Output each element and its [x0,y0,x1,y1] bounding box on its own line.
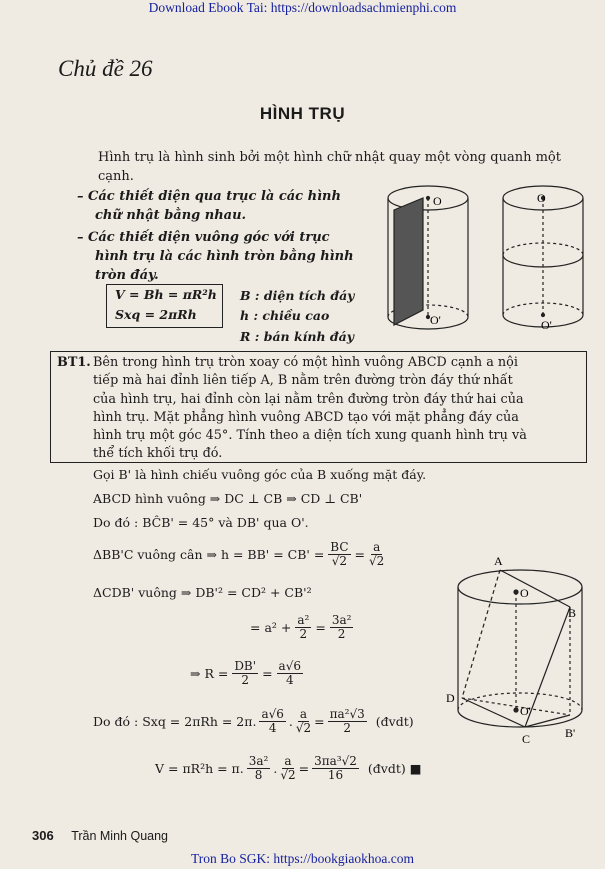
s8-frac-1: $\frac{a√6}{4}$ [261,707,284,735]
solution-line-5: ΔCDB' vuông ⇒ DB'² = CD² + CB'² [93,585,312,600]
bullet-2 [77,228,354,285]
page-footer [32,828,168,843]
intro-line-1: Hình trụ là hình sinh bởi một hình chữ nhật quay một vòng quanh một [98,150,561,165]
bullet-1-line-2: chữ nhật bằng nhau. [95,208,247,223]
intro-line-2: cạnh. [98,169,134,184]
bullet-2-line-2: hình trụ là các hình tròn bằng hình [95,249,354,264]
header-download-link[interactable]: Download Ebook Tai: https://downloadsachmienphi.com [148,0,457,15]
solution-line-9: V = πR²h = π. $\frac{\text{3a²}}{8}$ . $\frac{a}{√2}$ = $\frac{\text{3πa³√2}}{16}$ (đvdt) ■ [155,754,422,782]
exercise-line-1: Bên trong hình trụ tròn xoay có một hình vuông ABCD cạnh a nội [93,355,518,370]
exercise-text [93,354,579,464]
bullet-1 [77,187,341,225]
cylinder-figures [378,180,593,340]
solution-line-6: = a² + $\frac{\text{a²}}{2}$ = $\frac{\text{3a²}}{2}$ [250,613,352,641]
legend-r: R : bán kính đáy [240,329,355,344]
formula-box [106,284,223,328]
label-b-prime: B' [565,726,576,740]
cylinder-axial-section [388,186,468,329]
exercise-box [50,351,587,463]
label-o-prime: O' [520,704,531,718]
label-a: A [494,555,503,568]
exercise-line-2: tiếp mà hai đỉnh liên tiếp A, B nằm trên đường tròn đáy thứ nhất [93,373,513,389]
exercise-line-6: thể tích khối trụ đó. [93,446,223,462]
s9-frac-2: $\frac{a}{√2}$ [280,754,296,782]
area-formula: Sxq = 2πRh [115,307,197,322]
bullet-2-line-1: – Các thiết diện vuông góc với trục [77,230,330,245]
page-title: HÌNH TRỤ [259,104,346,123]
label-c: C [522,732,531,746]
solution-line-1: Gọi B' là hình chiếu vuông góc của B xuống mặt đáy. [93,467,427,482]
page-number: 306 [32,828,54,843]
fig2-label-o: O [537,191,546,205]
s4-text: ΔBB'C vuông cân ⇒ h = BB' = CB' = [93,546,325,562]
fig2-label-o-prime: O' [541,318,552,332]
label-o: O [520,586,529,600]
s4-frac-1: $\frac{BC}{√2}$ [330,540,349,568]
s7-frac-2: $\frac{a√6}{4}$ [278,659,301,687]
s9-frac-3: $\frac{\text{3πa³√2}}{16}$ [314,754,357,782]
s6-frac-2: $\frac{\text{3a²}}{2}$ [331,613,352,641]
exercise-line-3: của hình trụ, hai đỉnh còn lại nằm trên đường tròn đáy thứ hai của [93,391,524,407]
exercise-line-4: hình trụ. Mặt phẳng hình vuông ABCD tạo với mặt phẳng đáy của [93,409,519,425]
s7-frac-1: $\frac{DB'}{2}$ [234,659,257,687]
legend-b: B : diện tích đáy [240,288,355,303]
solution-line-7: ⇒ R = $\frac{DB'}{2}$ = $\frac{a√6}{4}$ [190,659,301,687]
label-d: D [446,691,455,705]
chapter-heading: Chủ đề 26 [58,56,153,81]
s8-frac-3: $\frac{\text{πa²√3}}{2}$ [329,707,365,735]
label-b: B [568,606,577,620]
solution-line-4: ΔBB'C vuông cân ⇒ h = BB' = CB' = $\frac{BC}{√2}$ = $\frac{a}{√2}$ [93,540,385,568]
cylinder-square-figure [440,555,590,750]
author-name: Trần Minh Quang [71,829,168,843]
solution-line-8: Do đó : Sxq = 2πRh = 2π. $\frac{a√6}{4}$ . $\frac{a}{√2}$ = $\frac{\text{πa²√3}}{2}$ (đvdt) [93,707,414,735]
exercise-line-5: hình trụ một góc 45°. Tính theo a diện tích xung quanh hình trụ và [93,428,527,444]
volume-formula: V = Bh = πR²h [115,287,217,302]
solution-line-2: ABCD hình vuông ⇒ DC ⊥ CB ⇒ CD ⊥ CB' [93,491,363,506]
bullet-1-line-1: – Các thiết diện qua trục là các hình [77,189,341,204]
s4-frac-2: $\frac{a}{√2}$ [369,540,385,568]
bullet-2-line-3: tròn đáy. [95,268,159,283]
fig1-label-o-prime: O' [430,313,441,327]
cylinder-cross-section [503,186,583,327]
fig1-label-o: O [433,194,442,208]
footer-download-link[interactable]: Tron Bo SGK: https://bookgiaokhoa.com [190,851,414,866]
s8-frac-2: $\frac{a}{√2}$ [295,707,312,735]
s9-frac-1: $\frac{\text{3a²}}{8}$ [248,754,269,782]
s6-frac-1: $\frac{\text{a²}}{2}$ [297,613,310,641]
solution-line-3: Do đó : BĈB' = 45° và DB' qua O'. [93,515,309,530]
exercise-label: BT1. [57,355,91,370]
legend-h: h : chiều cao [240,308,330,323]
